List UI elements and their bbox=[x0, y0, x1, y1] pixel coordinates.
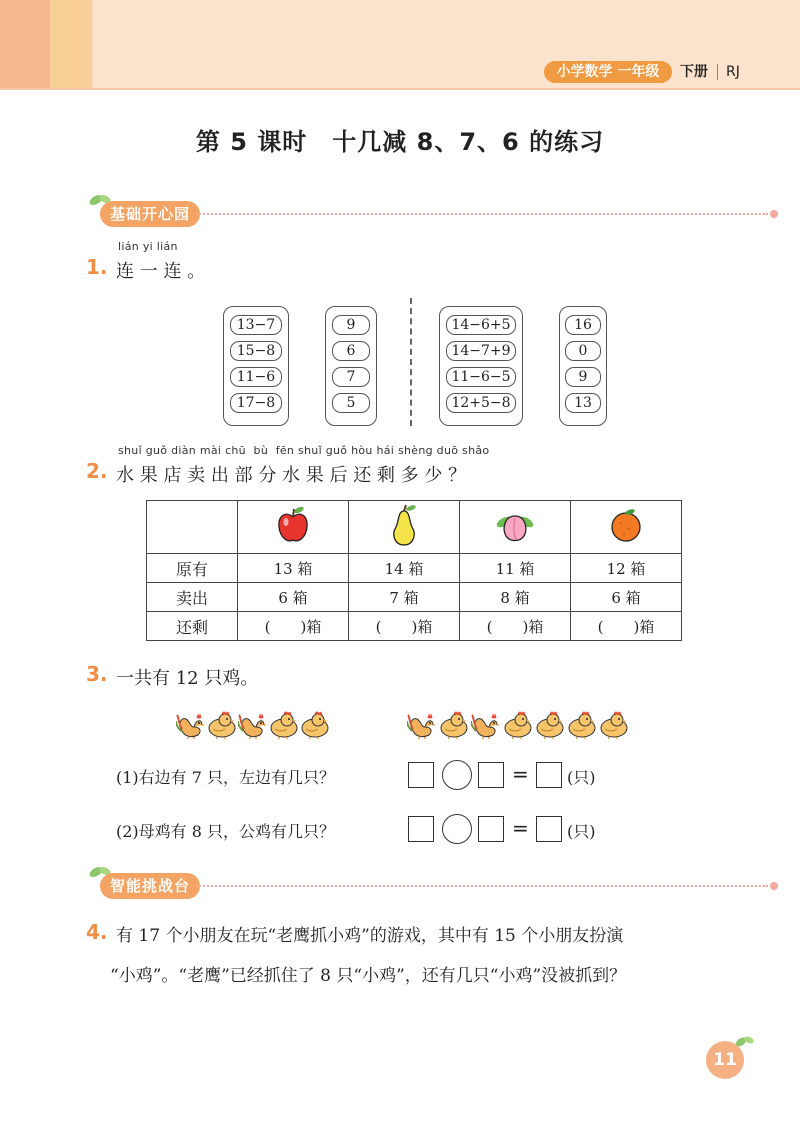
q1-item[interactable]: 9 bbox=[332, 315, 370, 335]
hen-icon bbox=[599, 709, 629, 739]
table-cell: 7 箱 bbox=[349, 583, 460, 612]
q1-box-expressions-1 bbox=[223, 306, 289, 426]
dotted-line bbox=[196, 885, 768, 887]
q4-line1: 有 17 个小朋友在玩“老鹰抓小鸡”的游戏，其中有 15 个小朋友扮演 bbox=[116, 926, 624, 946]
q1-item[interactable]: 16 bbox=[565, 315, 601, 335]
header-stripe bbox=[0, 0, 50, 88]
header-separator bbox=[717, 64, 718, 80]
hen-icon bbox=[567, 709, 597, 739]
q1-item[interactable]: 13−7 bbox=[230, 315, 282, 335]
answer-cell[interactable]: ( )箱 bbox=[349, 612, 460, 641]
hen-icon bbox=[503, 709, 533, 739]
q1-item[interactable]: 6 bbox=[332, 341, 370, 361]
q2-pinyin: shuǐ guǒ diàn mài chū bù fēn shuǐ guǒ hòu hái shèng duō shǎo bbox=[118, 444, 490, 457]
table-cell: 14 箱 bbox=[349, 554, 460, 583]
peach-icon bbox=[496, 506, 534, 544]
table-cell bbox=[349, 501, 460, 554]
volume-label: 下册 bbox=[680, 64, 708, 80]
q1-item[interactable]: 12+5−8 bbox=[446, 393, 516, 413]
section-banner-challenge bbox=[86, 873, 786, 899]
fruit-table bbox=[146, 500, 682, 641]
operator-circle[interactable] bbox=[442, 814, 472, 844]
q1-item[interactable]: 14−7+9 bbox=[446, 341, 516, 361]
table-cell bbox=[238, 501, 349, 554]
q1-text: 连 一 连 。 bbox=[116, 261, 206, 282]
answer-box[interactable] bbox=[478, 816, 504, 842]
answer-cell[interactable]: ( )箱 bbox=[238, 612, 349, 641]
q3-sub1: (1)右边有 7 只，左边有几只？ bbox=[116, 768, 336, 787]
table-row bbox=[147, 583, 682, 612]
page-number: 11 bbox=[713, 1050, 737, 1070]
table-cell: 6 箱 bbox=[571, 583, 682, 612]
end-dot bbox=[770, 210, 778, 218]
rooster-icon bbox=[471, 709, 501, 739]
hen-icon bbox=[535, 709, 565, 739]
q2-text: 水 果 店 卖 出 部 分 水 果 后 还 剩 多 少 ？ bbox=[116, 465, 467, 486]
apple-icon bbox=[276, 505, 310, 545]
q1-item[interactable]: 14−6+5 bbox=[446, 315, 516, 335]
q4-number: 4. bbox=[86, 920, 108, 944]
table-cell: 8 箱 bbox=[460, 583, 571, 612]
q1-item[interactable]: 13 bbox=[565, 393, 601, 413]
q1-item[interactable]: 9 bbox=[565, 367, 601, 387]
q1-box-expressions-2 bbox=[439, 306, 523, 426]
section-title: 基础开心园 bbox=[100, 201, 200, 227]
header-divider bbox=[0, 88, 800, 90]
hen-icon bbox=[300, 709, 330, 739]
table-cell bbox=[571, 501, 682, 554]
answer-box[interactable] bbox=[478, 762, 504, 788]
section-banner-basic bbox=[86, 201, 786, 227]
q4-line2: “小鸡”。“老鹰”已经抓住了 8 只“小鸡”，还有几只“小鸡”没被抓到？ bbox=[110, 966, 627, 986]
answer-cell[interactable]: ( )箱 bbox=[571, 612, 682, 641]
q1-pinyin: lián yi lián bbox=[118, 240, 178, 253]
answer-box[interactable] bbox=[408, 816, 434, 842]
q1-box-answers-1 bbox=[325, 306, 377, 426]
q3-number: 3. bbox=[86, 662, 108, 686]
table-cell: 12 箱 bbox=[571, 554, 682, 583]
q1-item[interactable]: 11−6−5 bbox=[446, 367, 516, 387]
q1-number: 1. bbox=[86, 255, 108, 279]
unit-label: (只) bbox=[567, 822, 596, 841]
pear-icon bbox=[387, 503, 421, 547]
table-cell-empty bbox=[147, 501, 238, 554]
lesson-title: 第 5 课时 十几减 8、7、6 的练习 bbox=[195, 128, 605, 156]
header-stripe bbox=[50, 0, 92, 88]
table-row bbox=[147, 612, 682, 641]
dashed-divider bbox=[410, 298, 412, 426]
row-label: 还剩 bbox=[147, 612, 238, 641]
hen-icon bbox=[207, 709, 237, 739]
subject-badge: 小学数学 一年级 bbox=[544, 61, 672, 83]
q1-item[interactable]: 5 bbox=[332, 393, 370, 413]
dotted-line bbox=[196, 213, 768, 215]
q1-item[interactable]: 17−8 bbox=[230, 393, 282, 413]
answer-cell[interactable]: ( )箱 bbox=[460, 612, 571, 641]
orange-icon bbox=[609, 507, 643, 543]
q1-box-answers-2 bbox=[559, 306, 607, 426]
rooster-icon bbox=[176, 709, 206, 739]
hen-icon bbox=[439, 709, 469, 739]
table-cell bbox=[460, 501, 571, 554]
row-label: 原有 bbox=[147, 554, 238, 583]
hen-icon bbox=[269, 709, 299, 739]
answer-box[interactable] bbox=[536, 816, 562, 842]
unit-label: (只) bbox=[567, 768, 596, 787]
operator-circle[interactable] bbox=[442, 760, 472, 790]
table-row bbox=[147, 501, 682, 554]
answer-box[interactable] bbox=[536, 762, 562, 788]
row-label: 卖出 bbox=[147, 583, 238, 612]
q1-item[interactable]: 11−6 bbox=[230, 367, 282, 387]
rooster-icon bbox=[238, 709, 268, 739]
answer-box[interactable] bbox=[408, 762, 434, 788]
table-cell: 11 箱 bbox=[460, 554, 571, 583]
q1-item[interactable]: 7 bbox=[332, 367, 370, 387]
q3-sub2: (2)母鸡有 8 只，公鸡有几只？ bbox=[116, 822, 336, 841]
edition-label: RJ bbox=[726, 64, 740, 80]
q3-text: 一共有 12 只鸡。 bbox=[116, 668, 259, 689]
table-cell: 6 箱 bbox=[238, 583, 349, 612]
q1-item[interactable]: 0 bbox=[565, 341, 601, 361]
table-row bbox=[147, 554, 682, 583]
equals-sign: = bbox=[512, 816, 529, 840]
end-dot bbox=[770, 882, 778, 890]
section-title: 智能挑战台 bbox=[100, 873, 200, 899]
table-cell: 13 箱 bbox=[238, 554, 349, 583]
q1-item[interactable]: 15−8 bbox=[230, 341, 282, 361]
rooster-icon bbox=[407, 709, 437, 739]
q2-number: 2. bbox=[86, 459, 108, 483]
equals-sign: = bbox=[512, 762, 529, 786]
